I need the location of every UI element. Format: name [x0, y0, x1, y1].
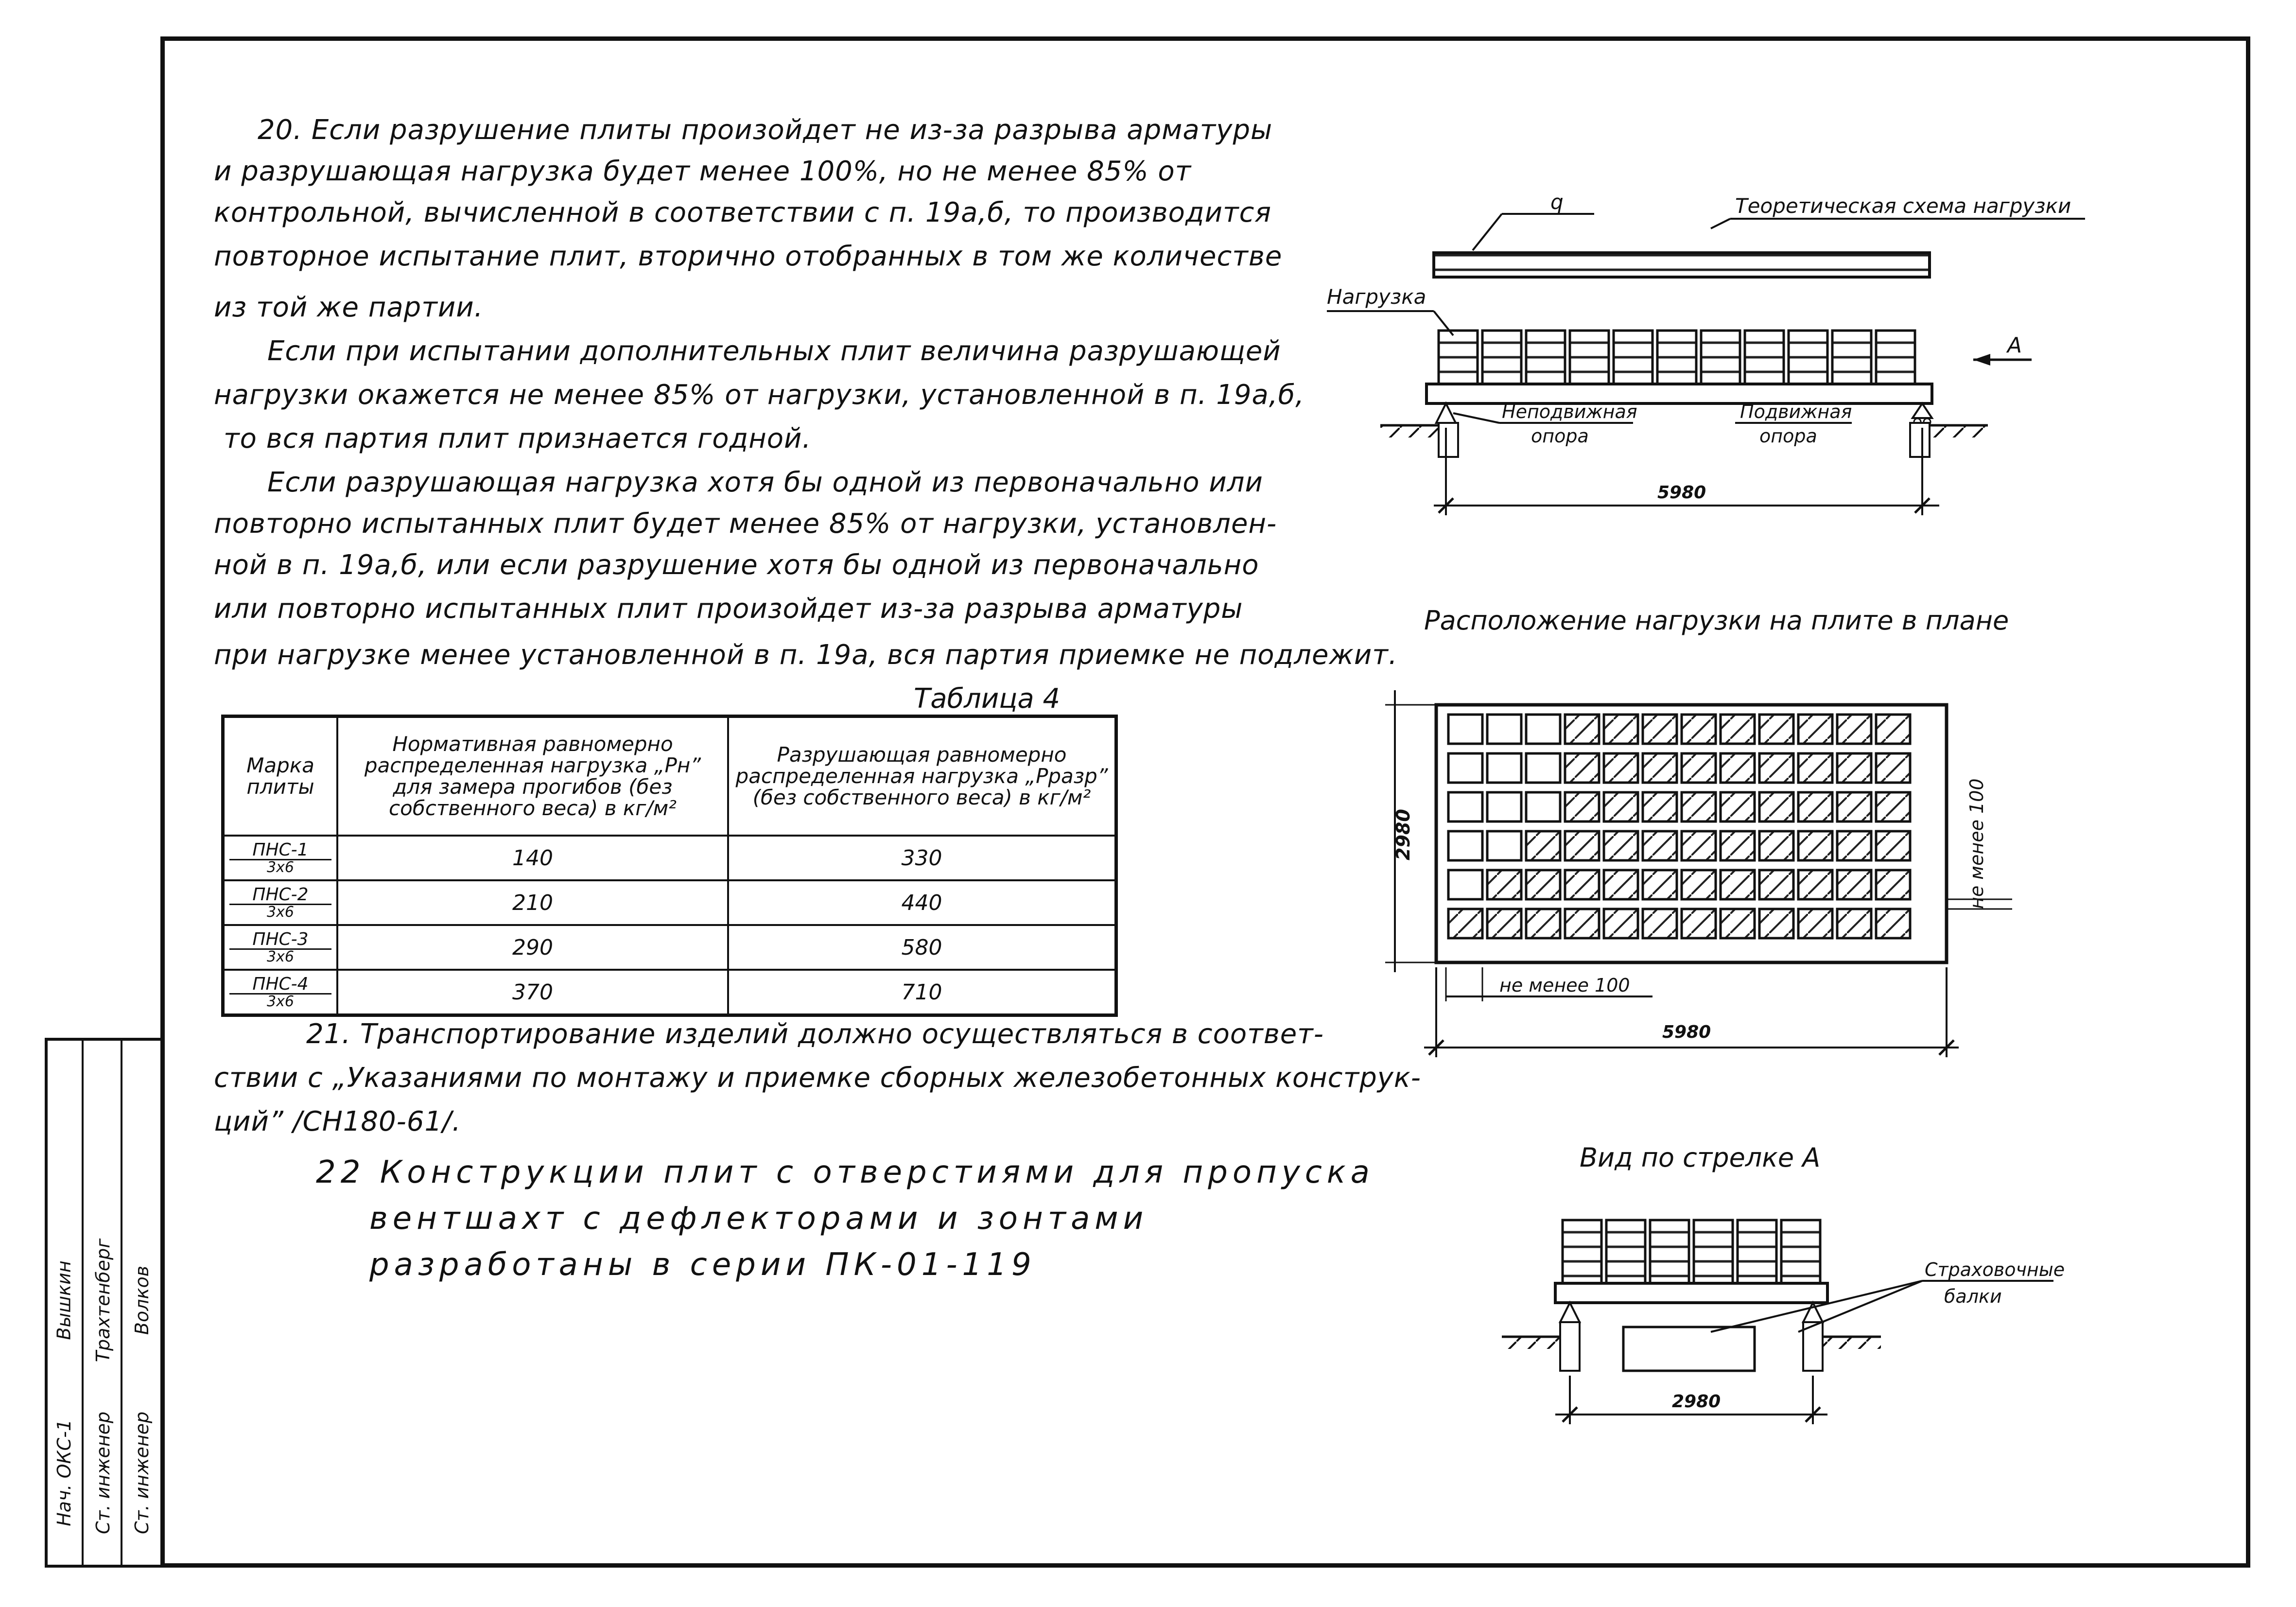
safety-beam	[1623, 1327, 1755, 1371]
header-normative: Нормативная равномерно распределенная нагрузка „Рн” для замера прогибов (без собственного веса) в кг/м²	[337, 716, 728, 836]
cell-normative: 370	[337, 970, 728, 1015]
text-line: повторное испытание плит, вторично отобранных в том же количестве	[214, 241, 1283, 272]
text-line: 21. Транспортирование изделий должно осуществляться в соответ-	[306, 1018, 1324, 1050]
cell-normative: 140	[337, 836, 728, 880]
cell-mark: ПНС-1 3x6	[223, 836, 338, 880]
view-a-load-blocks	[1563, 1220, 1820, 1283]
view-a-drawing	[1502, 1142, 2065, 1424]
handwritten-line: вентшахт с дефлекторами и зонтами	[369, 1201, 1148, 1237]
cell-normative: 290	[337, 925, 728, 970]
text-line: при нагрузке менее установленной в п. 19а, вся партия приемке не подлежит.	[214, 639, 1398, 671]
load-scheme-drawing	[1327, 190, 2085, 515]
dimension-2980-plan: 2980	[1392, 809, 1414, 860]
safety-beams-label: Страховочные	[1925, 1259, 2065, 1280]
svg-text:балки: балки	[1944, 1286, 2002, 1307]
header-mark: Марка плиты	[223, 716, 338, 836]
svg-text:опора: опора	[1531, 425, 1589, 447]
min-gap-bottom-label: не менее 100	[1499, 975, 1630, 996]
text-line: Если при испытании дополнительных плит величина разрушающей	[267, 335, 1281, 367]
text-line: контрольной, вычисленной в соответствии с п. 19а,б, то производится	[214, 197, 1272, 228]
load-blocks	[1439, 331, 1915, 384]
handwritten-line: 22 Конструкции плит с отверстиями для пропуска	[316, 1154, 1374, 1190]
plan-title: Расположение нагрузки на плите в плане	[1424, 605, 2009, 636]
text-line: то вся партия плит признается годной.	[224, 423, 812, 454]
cell-breaking: 330	[728, 836, 1116, 880]
view-a-slab	[1555, 1283, 1827, 1303]
stamp-role: Ст. инженер	[92, 1411, 114, 1535]
cell-mark: ПНС-2 3x6	[223, 880, 338, 925]
theoretical-scheme-label: Теоретическая схема нагрузки	[1735, 194, 2071, 218]
cell-normative: 210	[337, 880, 728, 925]
handwritten-line: разработаны в серии ПК-01-119	[369, 1247, 1036, 1283]
text-line: ствии с „Указаниями по монтажу и приемке сборных железобетонных конструк-	[214, 1062, 1421, 1094]
text-line: повторно испытанных плит будет менее 85% от нагрузки, установлен-	[214, 508, 1277, 540]
stamp-name: Вышкин	[53, 1260, 75, 1340]
cell-mark: ПНС-4 3x6	[223, 970, 338, 1015]
min-gap-right-label: не менее 100	[1966, 778, 1987, 909]
svg-text:опора: опора	[1759, 425, 1817, 447]
stamp-name: Волков	[131, 1265, 153, 1335]
view-a-title: Вид по стрелке А	[1580, 1142, 1821, 1173]
text-line: ций” /СН180-61/.	[214, 1106, 461, 1137]
text-line: нагрузки окажется не менее 85% от нагрузки, установленной в п. 19а,б,	[214, 379, 1305, 411]
stamp-role: Нач. ОКС-1	[53, 1419, 75, 1526]
stamp-name: Трахтенберг	[92, 1238, 114, 1362]
arrow-a-label: А	[2007, 333, 2022, 358]
dimension-5980-plan: 5980	[1662, 1022, 1711, 1042]
fixed-support-label: Неподвижная	[1502, 401, 1637, 422]
cell-breaking: 580	[728, 925, 1116, 970]
cell-mark: ПНС-3 3x6	[223, 925, 338, 970]
header-breaking: Разрушающая равномерно распределенная нагрузка „Рразр” (без собственного веса) в кг/м²	[728, 716, 1116, 836]
cell-breaking: 710	[728, 970, 1116, 1015]
stamp-role: Ст. инженер	[131, 1411, 153, 1535]
text-line: и разрушающая нагрузка будет менее 100%, но не менее 85% от	[214, 156, 1192, 187]
text-line: ной в п. 19а,б, или если разрушение хотя бы одной из первоначально	[214, 549, 1259, 581]
load-label: Нагрузка	[1327, 285, 1426, 309]
dimension-5980-top: 5980	[1657, 483, 1706, 503]
plan-drawing	[1385, 605, 2012, 1057]
text-line: 20. Если разрушение плиты произойдет не из-за разрыва арматуры	[258, 114, 1273, 146]
text-line: из той же партии.	[214, 292, 484, 323]
theoretical-load-bar	[1434, 253, 1930, 277]
movable-support-label: Подвижная	[1740, 401, 1852, 422]
table-title: Таблица 4	[914, 683, 1061, 715]
dimension-2980-view: 2980	[1672, 1392, 1721, 1412]
text-line: Если разрушающая нагрузка хотя бы одной из первоначально или	[267, 467, 1263, 498]
text-line: или повторно испытанных плит произойдет из-за разрыва арматуры	[214, 593, 1243, 625]
slab	[1426, 384, 1932, 403]
cell-breaking: 440	[728, 880, 1116, 925]
label-q: q	[1550, 190, 1564, 214]
